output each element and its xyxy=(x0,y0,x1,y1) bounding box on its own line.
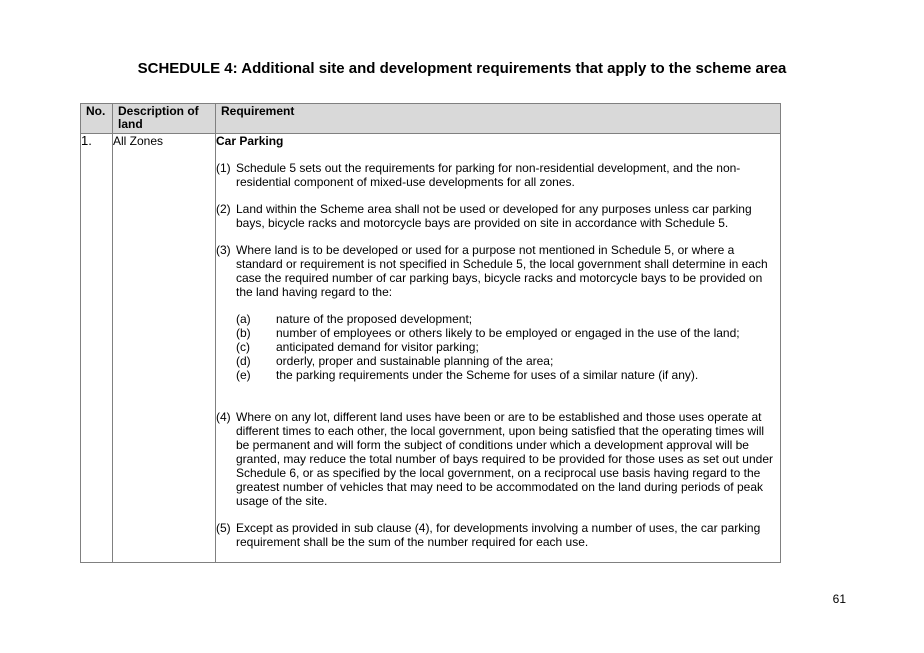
page-number: 61 xyxy=(832,592,846,606)
clause-3 xyxy=(216,243,780,299)
clause-number: (4) xyxy=(216,410,231,424)
clause-4 xyxy=(216,410,780,508)
sub-item-letter: (e) xyxy=(236,368,251,382)
clause-1 xyxy=(216,161,780,189)
sub-item-letter: (d) xyxy=(236,354,251,368)
list-item xyxy=(236,340,780,354)
row-requirement xyxy=(216,134,781,563)
list-item xyxy=(236,354,780,368)
clause-text: Where on any lot, different land uses have been or are to be established and those uses operate at different times to each other, the local government, upon being satisfied that the operating times will be permanent and will form the subject of conditions under which a development approval will be granted, may reduce the total number of bays required to be provided for those uses as set out under Schedule 6, or as specified by the local government, on a reciprocal use basis having regard to the greatest number of vehicles that may need to be accommodated on the land during periods of peak usage of the site. xyxy=(236,410,773,508)
schedule-table xyxy=(80,103,781,563)
clause-number: (2) xyxy=(216,202,231,216)
clause-text: Where land is to be developed or used for a purpose not mentioned in Schedule 5, or where a standard or requirement is not specified in Schedule 5, the local government shall determine in each case the required number of car parking bays, bicycle racks and motorcycle bays to be provided on the land having regard to the: xyxy=(236,243,768,299)
list-item xyxy=(236,326,780,340)
sub-item-letter: (a) xyxy=(236,312,251,326)
sub-item-letter: (b) xyxy=(236,326,251,340)
list-item xyxy=(236,312,780,326)
table-header-row xyxy=(81,104,781,134)
requirement-heading: Car Parking xyxy=(216,134,284,148)
sub-item-text: number of employees or others likely to be employed or engaged in the use of the land; xyxy=(276,326,740,340)
sub-item-text: orderly, proper and sustainable planning of the area; xyxy=(276,354,554,368)
clause-text: Schedule 5 sets out the requirements for parking for non-residential development, and the non-residential component of mixed-use developments for all zones. xyxy=(236,161,741,189)
page-title: SCHEDULE 4: Additional site and development requirements that apply to the scheme area xyxy=(137,60,787,77)
header-requirement: Requirement xyxy=(216,104,781,134)
sub-item-text: anticipated demand for visitor parking; xyxy=(276,340,479,354)
row-description: All Zones xyxy=(113,134,216,563)
sub-item-text: nature of the proposed development; xyxy=(276,312,473,326)
clause-number: (3) xyxy=(216,243,231,257)
sub-item-letter: (c) xyxy=(236,340,250,354)
clause-5 xyxy=(216,521,780,549)
sub-item-text: the parking requirements under the Scheme for uses of a similar nature (if any). xyxy=(276,368,699,382)
row-number: 1. xyxy=(81,134,113,563)
table-row xyxy=(81,134,781,563)
clause-number: (1) xyxy=(216,161,231,175)
list-item xyxy=(236,368,780,382)
clause-text: Land within the Scheme area shall not be used or developed for any purposes unless car parking bays, bicycle racks and motorcycle bays are provided on site in accordance with Schedule 5. xyxy=(236,202,752,230)
clause-text: Except as provided in sub clause (4), for developments involving a number of uses, the car parking requirement shall be the sum of the number required for each use. xyxy=(236,521,761,549)
header-description: Description of land xyxy=(113,104,216,134)
clause-number: (5) xyxy=(216,521,231,535)
sub-item-list xyxy=(216,312,780,382)
header-no: No. xyxy=(81,104,113,134)
clause-2 xyxy=(216,202,780,230)
